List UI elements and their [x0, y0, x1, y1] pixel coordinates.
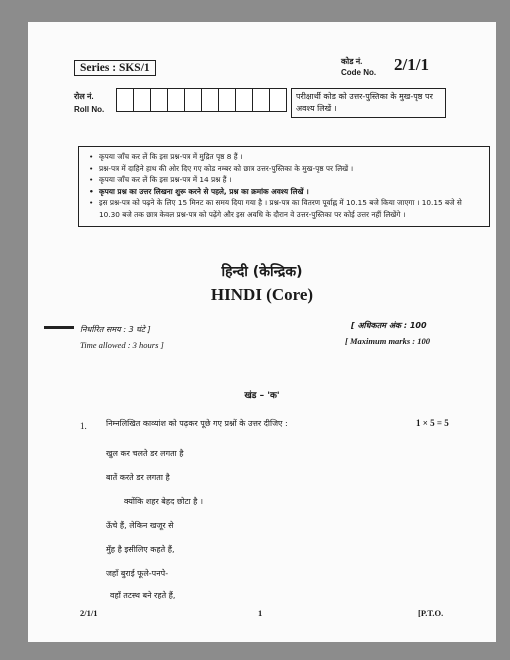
code-label — [341, 56, 376, 78]
exam-page — [28, 22, 496, 642]
roll-number-boxes — [116, 88, 286, 112]
instructions-box — [78, 146, 490, 227]
footer-code: 2/1/1 — [80, 608, 98, 618]
question-marks: 1 × 5 = 5 — [416, 418, 449, 428]
poem-line: वहाँ तटस्थ बने रहते हैं, — [110, 591, 176, 600]
roll-digit-box — [167, 88, 185, 112]
roll-digit-box — [252, 88, 270, 112]
roll-digit-box — [218, 88, 236, 112]
max-marks-english: [ Maximum marks : 100 — [345, 336, 431, 346]
section-heading: खंड – 'क' — [244, 391, 280, 401]
instruction-item: • कृपया जाँच कर लें कि इस प्रश्न-पत्र में 14 प्रश्न हैं । — [99, 174, 481, 186]
instruction-item: • प्रश्न-पत्र में दाहिने हाथ की ओर दिए गए कोड नम्बर को छात्र उत्तर-पुस्तिका के मुख-पृष्ठ पर लिखें । — [99, 163, 481, 175]
roll-label-hindi: रोल नं. — [74, 92, 94, 101]
time-allowed-hindi: निर्धारित समय : 3 घंटे ] — [80, 325, 151, 334]
page-number: 1 — [258, 608, 263, 618]
poem-line: खुल कर चलते डर लगता है — [106, 449, 184, 458]
title-hindi: हिन्दी (केन्द्रिक) — [221, 264, 303, 280]
roll-digit-box — [133, 88, 151, 112]
instructions-list — [87, 151, 481, 220]
poem-line: बातें करते डर लगता है — [106, 473, 170, 482]
title-english: HINDI (Core) — [210, 285, 314, 304]
code-label-english: Code No. — [341, 68, 377, 77]
instruction-item: • इस प्रश्न-पत्र को पढ़ने के लिए 15 मिनट का समय दिया गया है । प्रश्न-पत्र का वितरण पूर्वाह्न में 10.15 बजे किया जाएगा । 10.15 बजे से 10.30 बजे तक छात्र केवल प्रश्न-पत्र को पढ़ेंगे और इस अवधि के दौरान वे उत्तर-पुस्तिका पर कोई उत्तर नहीं लिखेंगे । — [99, 197, 481, 220]
time-allowed-english: Time allowed : 3 hours ] — [80, 340, 164, 350]
roll-digit-box — [150, 88, 168, 112]
poem-line: मुँह है इसीलिए कहते हैं, — [106, 545, 175, 554]
poem-line: क्योंकि शहर बेहद छोटा है । — [124, 497, 204, 506]
roll-digit-box — [235, 88, 253, 112]
question-text: निम्नलिखित काव्यांश को पढ़कर पूछे गए प्रश्नों के उत्तर दीजिए : — [106, 419, 288, 428]
roll-digit-box — [116, 88, 134, 112]
pto-label: [P.T.O. — [418, 608, 444, 618]
poem-line: जहाँ बुराई फूले-पनपे- — [106, 569, 169, 578]
code-label-hindi: कोड नं. — [341, 57, 363, 66]
roll-digit-box — [269, 88, 287, 112]
roll-digit-box — [184, 88, 202, 112]
series-label: Series : SKS/1 — [74, 60, 156, 76]
roll-note: परीक्षार्थी कोड को उत्तर-पुस्तिका के मुख-पृष्ठ पर अवश्य लिखें । — [291, 88, 446, 118]
poem-line: ऊँचे हैं, लेकिन खजूर से — [106, 521, 174, 530]
instruction-item: • कृपया प्रश्न का उत्तर लिखना शुरू करने से पहले, प्रश्न का क्रमांक अवश्य लिखें । — [99, 186, 481, 198]
margin-mark — [44, 326, 74, 329]
roll-label — [74, 90, 104, 116]
instruction-item: • कृपया जाँच कर लें कि इस प्रश्न-पत्र में मुद्रित पृष्ठ 8 हैं । — [99, 151, 481, 163]
code-number: 2/1/1 — [394, 55, 429, 74]
question-number: 1. — [80, 421, 87, 431]
max-marks-hindi: [ अधिकतम अंक : 100 — [351, 321, 427, 330]
roll-digit-box — [201, 88, 219, 112]
roll-label-english: Roll No. — [74, 105, 105, 114]
